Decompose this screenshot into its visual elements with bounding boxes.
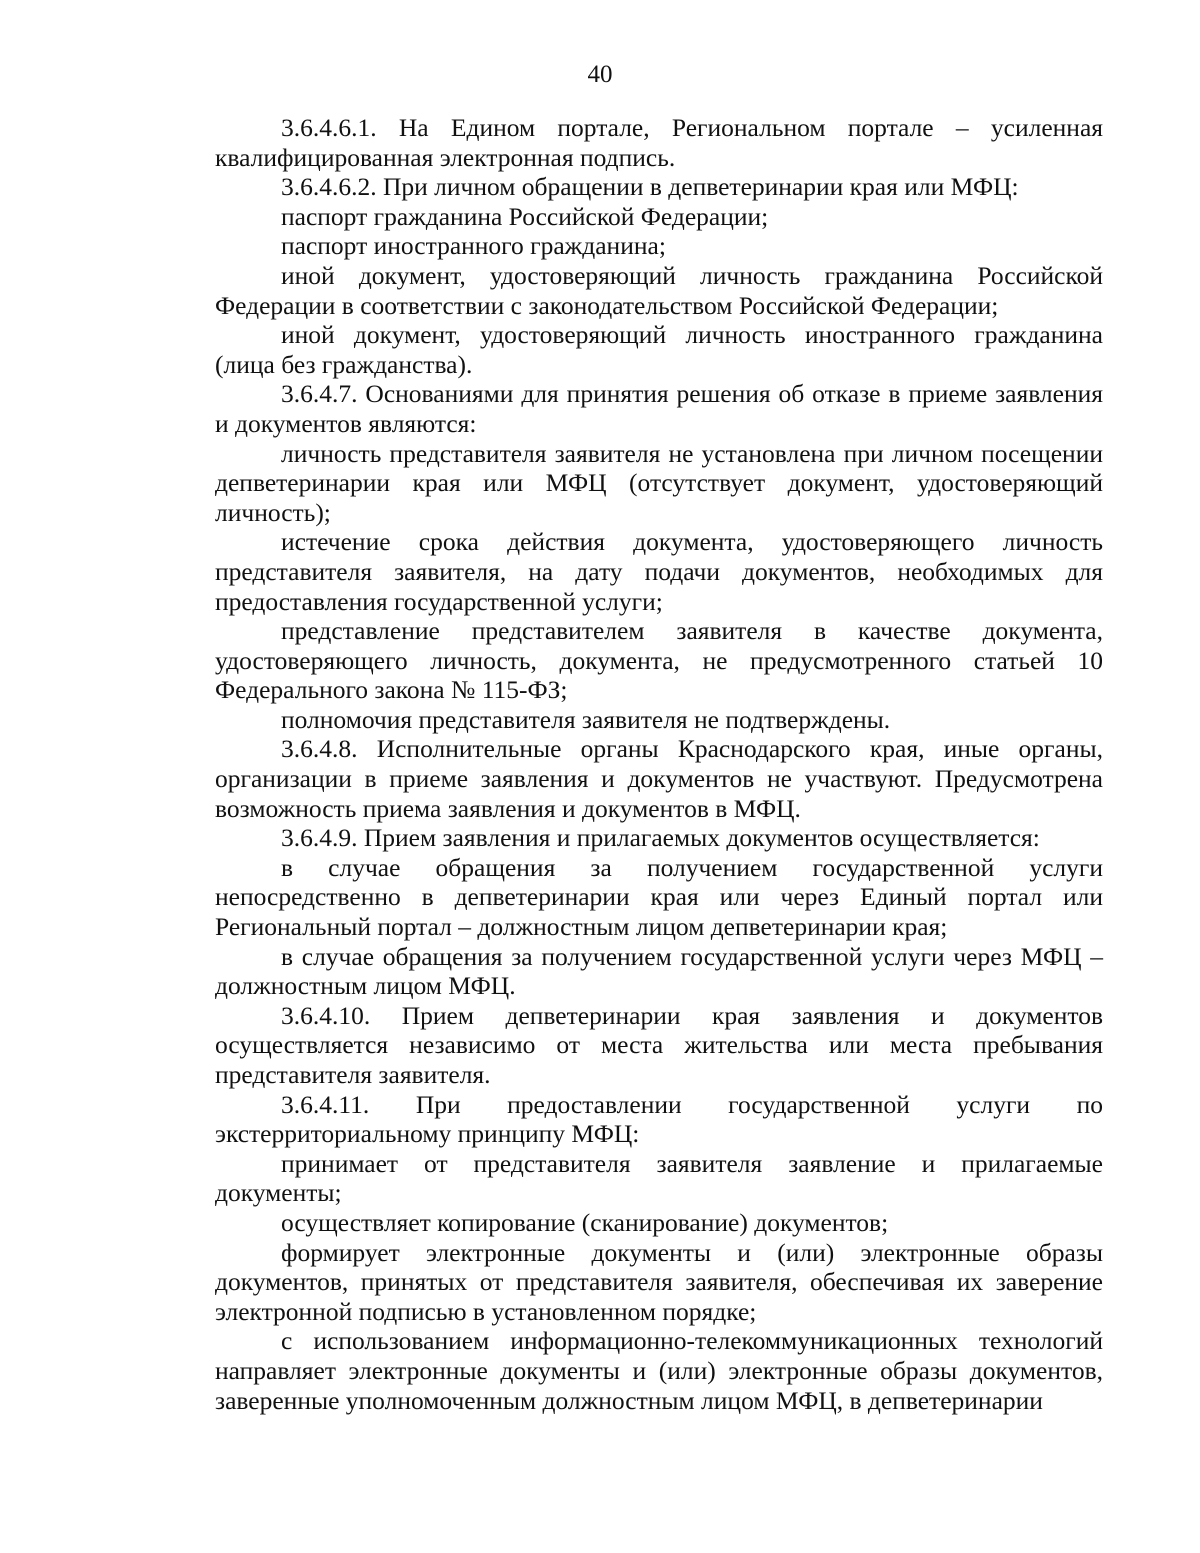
paragraph: принимает от представителя заявителя заявление и прилагаемые документы; <box>215 1148 1103 1208</box>
paragraph: паспорт гражданина Российской Федерации; <box>281 201 769 231</box>
paragraph: иной документ, удостоверяющий личность иностранного гражданина (лица без гражданства). <box>215 320 1103 379</box>
paragraph: в случае обращения за получением государственной услуги через МФЦ – должностным лицом МФЦ. <box>215 941 1103 1001</box>
paragraph: иной документ, удостоверяющий личность гражданина Российской Федерации в соответствии с законодательством Российской Федерации; <box>215 260 1103 320</box>
paragraph: в случае обращения за получением государственной услуги непосредственно в депветеринарии края или через Единый портал или Региональный портал – должностным лицом депветеринарии края; <box>215 852 1103 942</box>
paragraph: представление представителем заявителя в качестве документа, удостоверяющего личность, документа, не предусмотренного статьей 10 Федерального закона № 115-ФЗ; <box>215 616 1103 705</box>
paragraph: 3.6.4.6.2. При личном обращении в депветеринарии края или МФЦ: <box>281 172 1019 202</box>
paragraph: 3.6.4.6.1. На Едином портале, Региональном портале – усиленная квалифицированная электронная подпись. <box>215 113 1103 172</box>
paragraph: полномочия представителя заявителя не подтверждены. <box>281 704 891 734</box>
paragraph: 3.6.4.10. Прием депветеринарии края заявления и документов осуществляется независимо от места жительства или места пребывания представителя заявителя. <box>215 1000 1103 1089</box>
document-body <box>215 113 1103 1415</box>
paragraph: личность представителя заявителя не установлена при личном посещении депветеринарии края или МФЦ (отсутствует документ, удостоверяющий личность); <box>215 438 1103 527</box>
paragraph: истечение срока действия документа, удостоверяющего личность представителя заявителя, на дату подачи документов, необходимых для предоставления государственной услуги; <box>215 527 1103 616</box>
paragraph: 3.6.4.11. При предоставлении государственной услуги по экстерриториальному принципу МФЦ: <box>215 1089 1103 1149</box>
paragraph: с использованием информационно-телекоммуникационных технологий направляет электронные документы и (или) электронные образы документов, заверенные уполномоченным должностным лицом МФЦ, в депветеринарии <box>215 1326 1103 1415</box>
page-number: 40 <box>587 61 613 88</box>
paragraph: осуществляет копирование (сканирование) документов; <box>281 1207 889 1237</box>
paragraph: 3.6.4.7. Основаниями для принятия решения об отказе в приеме заявления и документов являются: <box>215 379 1103 438</box>
paragraph: 3.6.4.9. Прием заявления и прилагаемых документов осуществляется: <box>281 823 1040 853</box>
paragraph: паспорт иностранного гражданина; <box>281 231 666 261</box>
paragraph: 3.6.4.8. Исполнительные органы Краснодарского края, иные органы, организации в приеме заявления и документов не участвуют. Предусмотрена возможность приема заявления и документов в МФЦ. <box>215 734 1103 823</box>
paragraph: формирует электронные документы и (или) электронные образы документов, принятых от представителя заявителя, обеспечивая их заверение электронной подписью в установленном порядке; <box>215 1237 1103 1326</box>
